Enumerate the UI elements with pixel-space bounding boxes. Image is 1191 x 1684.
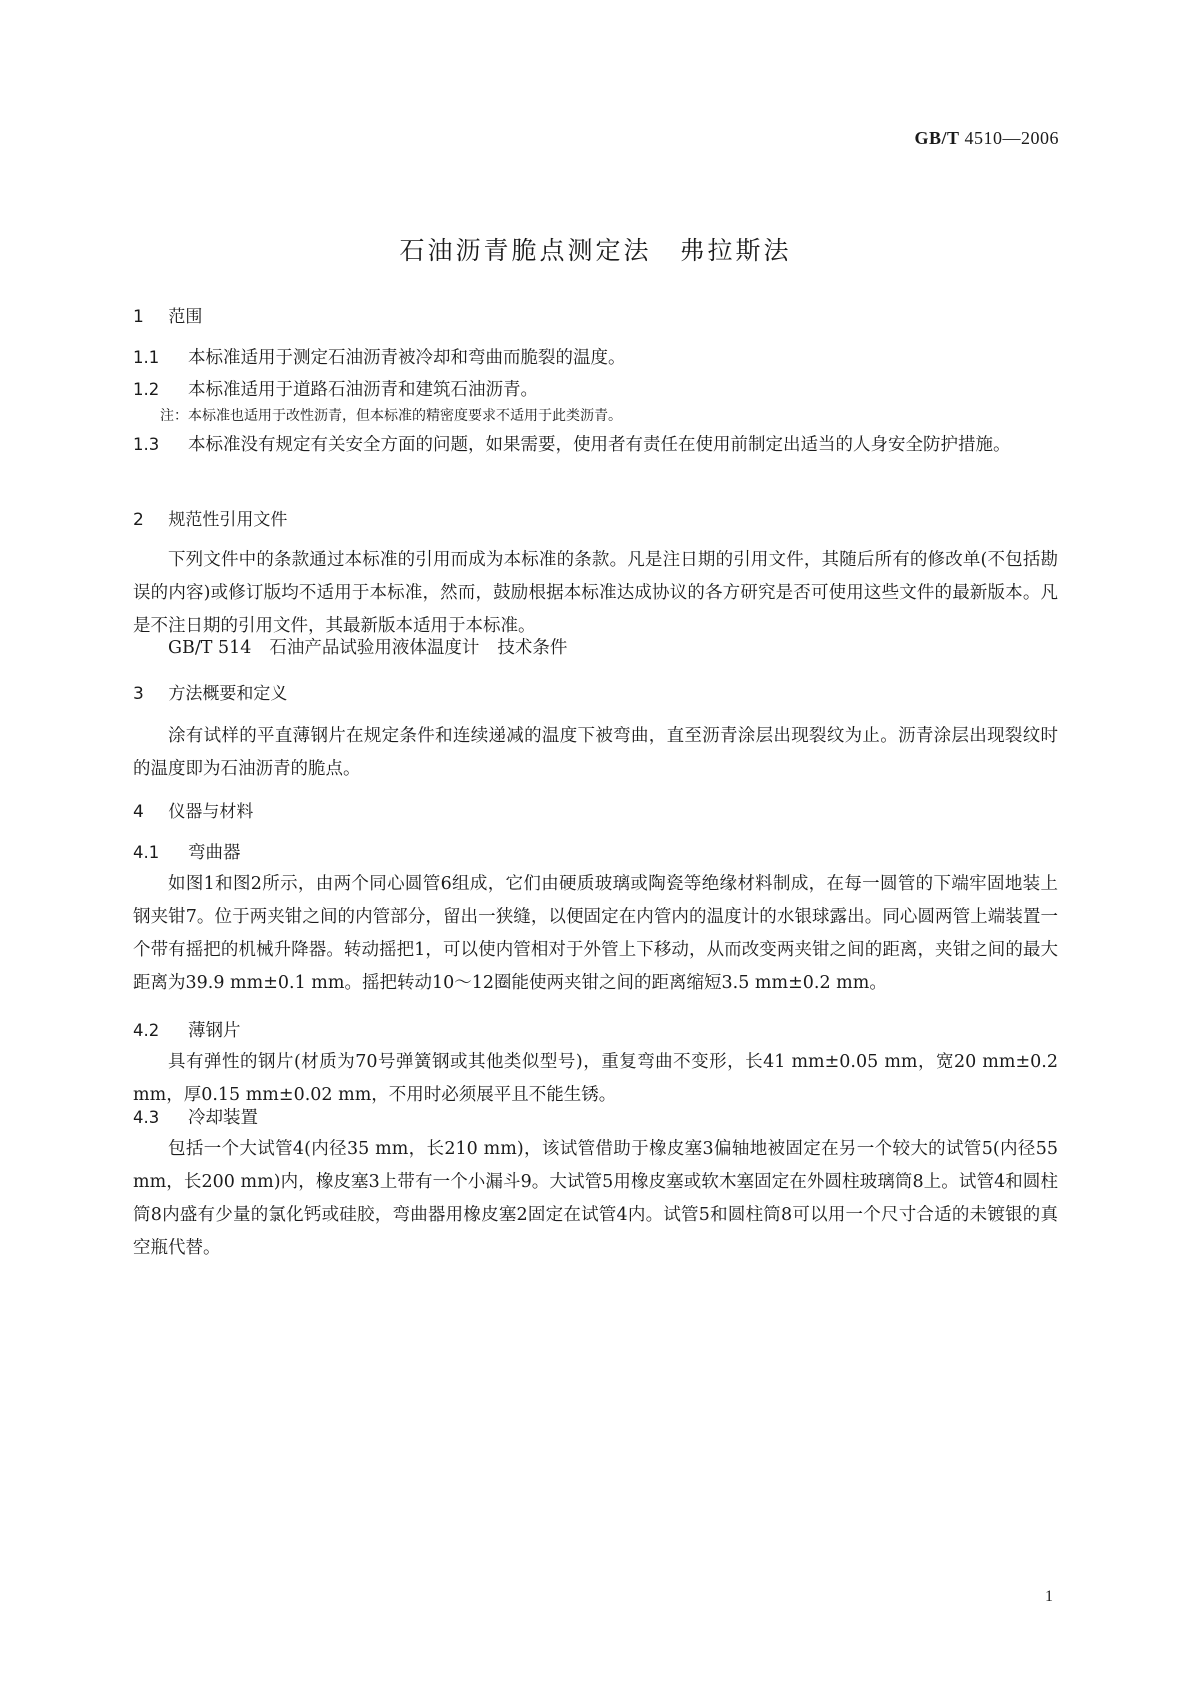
clause-number: 1.3: [133, 435, 160, 454]
clause-number: 1.1: [133, 348, 160, 367]
clause-title: 冷却装置: [188, 1108, 258, 1128]
clause-4-1-paragraph: 如图1和图2所示，由两个同心圆管6组成，它们由硬质玻璃或陶瓷等绝缘材料制成，在每一圆管的下端牢固地装上钢夹钳7。位于两夹钳之间的内管部分，留出一狭缝，以便固定在内管内的温度计的水银球露出。同心圆两管上端装置一个带有摇把的机械升降器。转动摇把1，可以使内管相对于外管上下移动，从而改变两夹钳之间的距离，夹钳之间的最大距离为39.9 mm±0.1 mm。摇把转动10～12圈能使两夹钳之间的距离缩短3.5 mm±0.2 mm。: [133, 874, 1058, 993]
clause-text: 本标准适用于道路石油沥青和建筑石油沥青。: [188, 380, 538, 400]
clause-number: 4.2: [133, 1021, 160, 1040]
clause-text: 本标准没有规定有关安全方面的问题，如果需要，使用者有责任在使用前制定出适当的人身安全防护措施。: [188, 435, 1011, 455]
section-number: 2: [133, 510, 144, 530]
section-3-heading: [133, 682, 287, 706]
section-number: 1: [133, 307, 144, 327]
clause-number: 4.1: [133, 843, 160, 862]
clause-1-2-note: 注：本标准也适用于改性沥青，但本标准的精密度要求不适用于此类沥青。: [160, 408, 622, 424]
clause-4-3-heading: [133, 1101, 1058, 1135]
clause-number: 4.3: [133, 1108, 160, 1127]
clause-4-3-paragraph: 包括一个大试管4(内径35 mm，长210 mm)，该试管借助于橡皮塞3偏轴地被固定在另一个较大的试管5(内径55 mm，长200 mm)内，橡皮塞3上带有一个小漏斗9。大试管5用橡皮塞或软木塞固定在外圆柱玻璃筒8上。试管4和圆柱筒8内盛有少量的氯化钙或硅胶，弯曲器用橡皮塞2固定在试管4内。试管5和圆柱筒8可以用一个尺寸合适的未镀银的真空瓶代替。: [133, 1139, 1058, 1258]
section-title: 范围: [168, 307, 203, 327]
standard-number: 4510—2006: [964, 128, 1059, 148]
section-4-heading: [133, 800, 253, 824]
section-title: 规范性引用文件: [168, 510, 288, 530]
section-1-heading: [133, 305, 202, 329]
reference-suffix: 技术条件: [497, 638, 568, 658]
reference-code: GB/T 514: [168, 638, 252, 658]
clause-1-1: [133, 341, 1058, 375]
section-number: 3: [133, 684, 144, 704]
section-3-paragraph: 涂有试样的平直薄钢片在规定条件和连续递减的温度下被弯曲，直至沥青涂层出现裂纹为止。沥青涂层出现裂纹时的温度即为石油沥青的脆点。: [133, 726, 1058, 779]
standard-code: [914, 128, 1059, 149]
clause-1-3: [133, 428, 1058, 462]
clause-text: 本标准适用于测定石油沥青被冷却和弯曲而脆裂的温度。: [188, 348, 626, 368]
clause-title: 弯曲器: [188, 843, 241, 863]
clause-1-2: [133, 373, 1058, 407]
clause-4-1-heading: [133, 836, 1058, 870]
section-2-heading: [133, 508, 287, 532]
clause-number: 1.2: [133, 380, 160, 399]
document-title: 石油沥青脆点测定法 弗拉斯法: [399, 236, 792, 265]
clause-title: 薄钢片: [188, 1021, 241, 1041]
section-title: 方法概要和定义: [168, 684, 288, 704]
section-number: 4: [133, 802, 144, 822]
section-2-paragraph: 下列文件中的条款通过本标准的引用而成为本标准的条款。凡是注日期的引用文件，其随后所有的修改单(不包括勘误的内容)或修订版均不适用于本标准，然而，鼓励根据本标准达成协议的各方研究是否可使用这些文件的最新版本。凡是不注日期的引用文件，其最新版本适用于本标准。: [133, 550, 1058, 636]
normative-reference: [168, 632, 567, 665]
standard-prefix: GB/T: [914, 128, 960, 148]
reference-name: 石油产品试验用液体温度计: [269, 638, 480, 658]
clause-4-2-paragraph: 具有弹性的钢片(材质为70号弹簧钢或其他类似型号)，重复弯曲不变形，长41 mm±0.05 mm，宽20 mm±0.2 mm，厚0.15 mm±0.02 mm，不用时必须展平且不能生锈。: [133, 1052, 1058, 1105]
clause-4-2-heading: [133, 1014, 1058, 1048]
section-title: 仪器与材料: [168, 802, 254, 822]
page-number: 1: [1045, 1588, 1053, 1605]
